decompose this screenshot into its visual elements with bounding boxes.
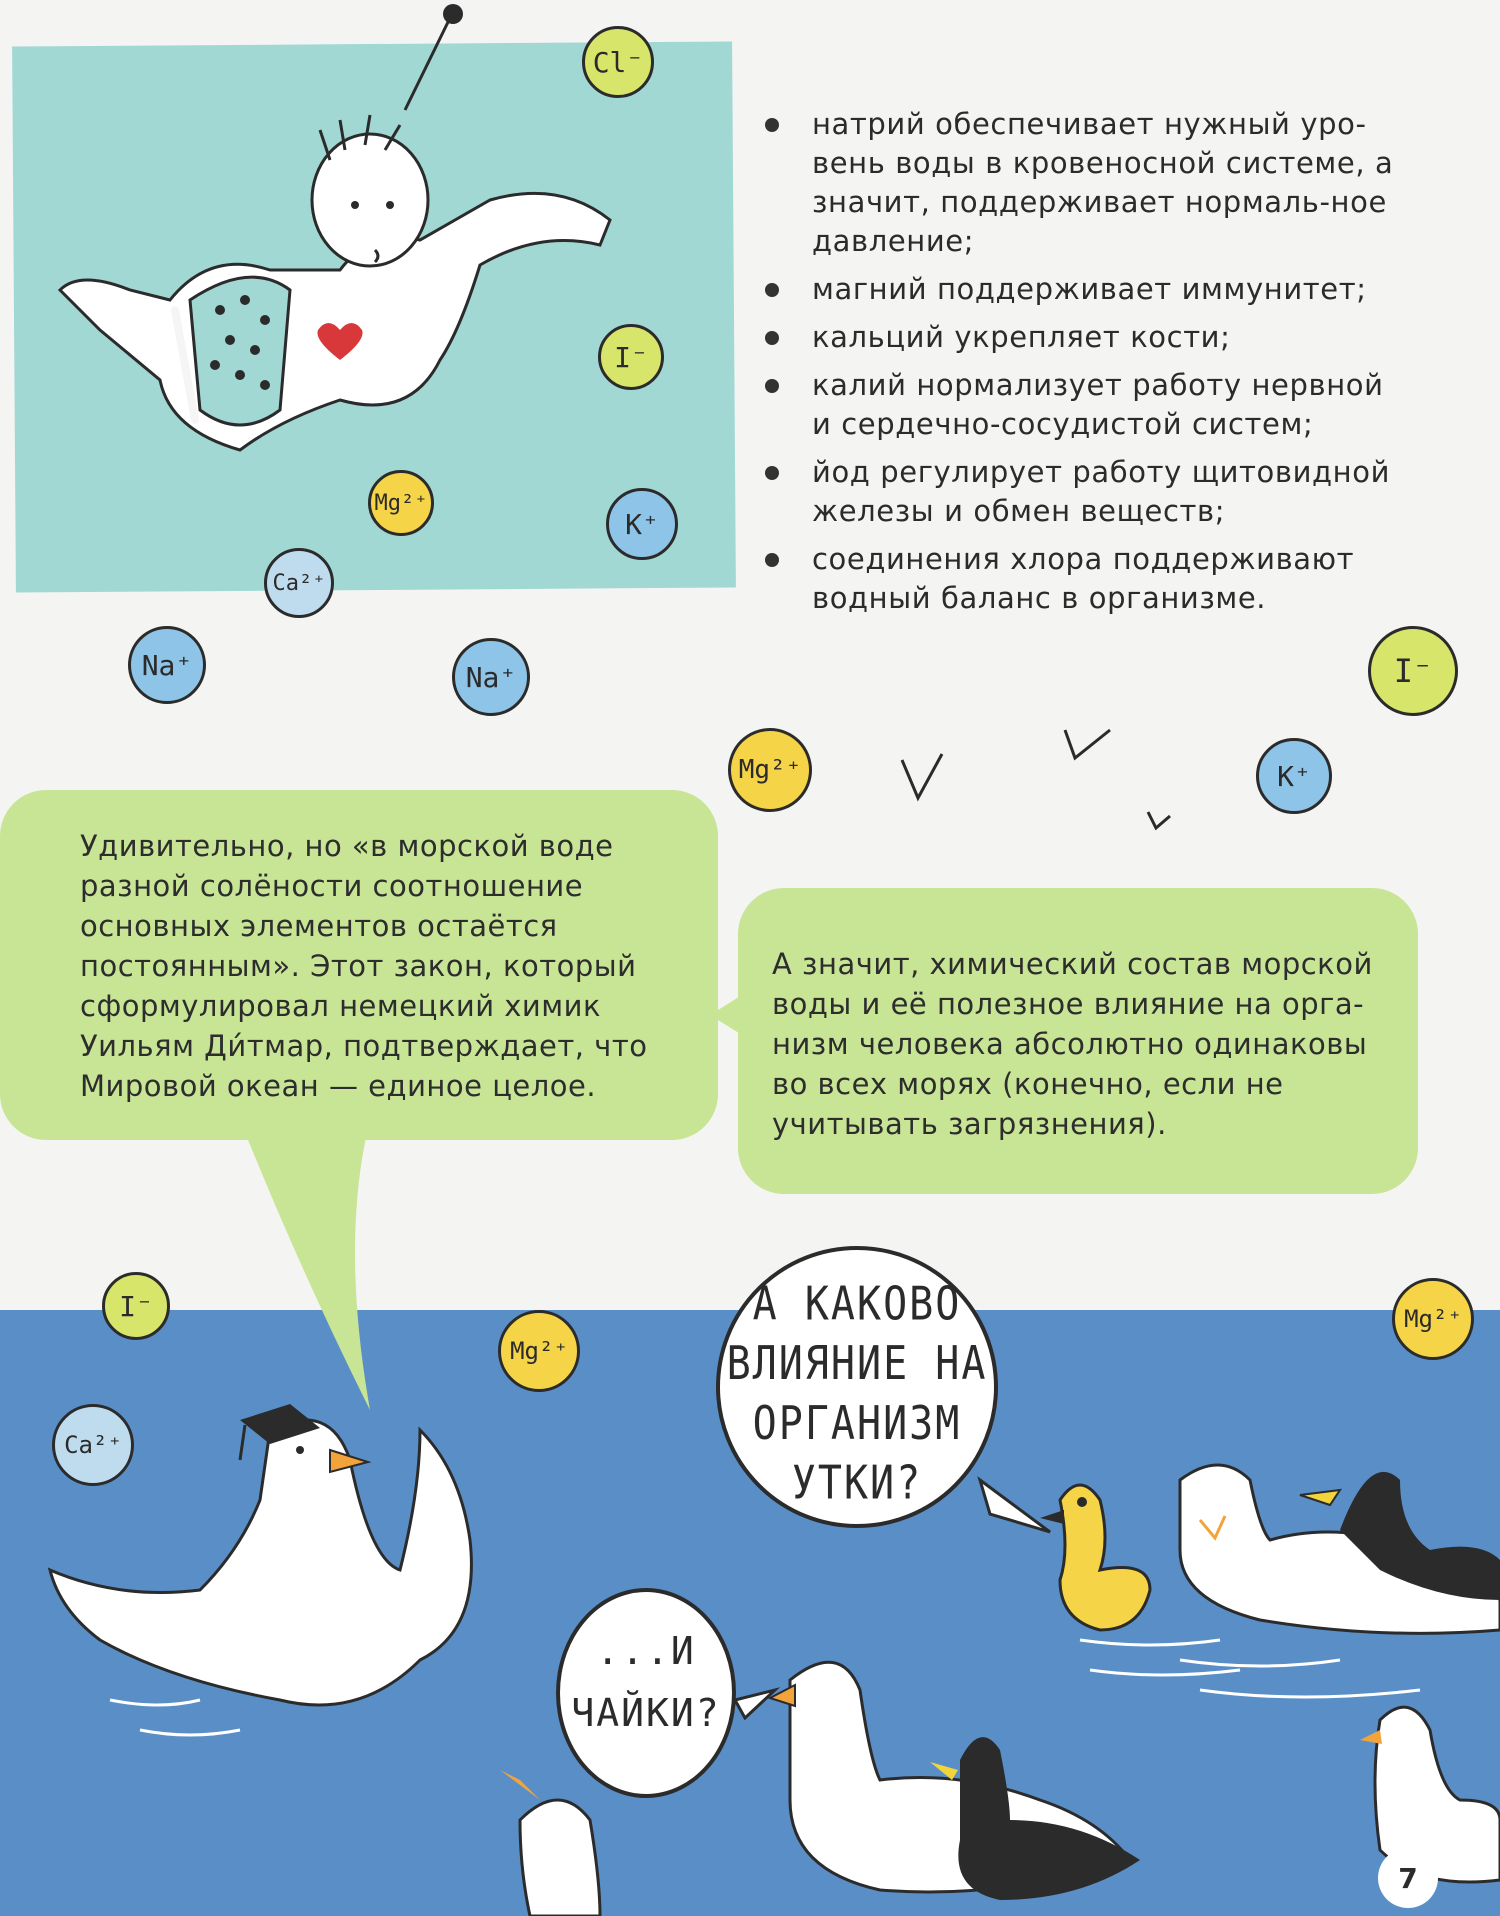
speech-bubble-left-text: Удивительно, но «в морской воде разной солёности соотношение основных элементов остаётся постоянным». Этот закон, который сформулировал немецкий химик Уильям Ди́тмар, подтверждает, что Мировой океан — единое целое. <box>80 829 648 1103</box>
ion-magnesium: Mg²⁺ <box>498 1310 580 1392</box>
ion-sodium: Na⁺ <box>128 626 206 704</box>
ion-iodide: I⁻ <box>1368 626 1458 716</box>
flying-birds-icon <box>880 720 1180 850</box>
fact-sodium: натрий обеспечивает нужный уро-вень воды в кровеносной системе, а значит, поддерживает нормаль-ное давление; <box>760 105 1410 261</box>
fact-potassium: калий нормализует работу нервной и сердечно-сосудистой систем; <box>760 366 1410 444</box>
speech-bubble-right-tail <box>710 990 750 1040</box>
duck-question-text: А КАКОВО ВЛИЯНИЕ НА ОРГАНИЗМ УТКИ? <box>726 1277 988 1511</box>
gull-question-text: ...И ЧАЙКИ? <box>571 1629 721 1735</box>
ion-chloride: Cl⁻ <box>582 26 654 98</box>
ion-magnesium: Mg²⁺ <box>728 728 812 812</box>
ion-sodium: Na⁺ <box>452 638 530 716</box>
ion-calcium: Ca²⁺ <box>264 548 334 618</box>
ion-magnesium: Mg²⁺ <box>1392 1278 1474 1360</box>
fact-chlorine: соединения хлора поддерживают водный баланс в организме. <box>760 540 1410 618</box>
ion-magnesium: Mg²⁺ <box>368 470 434 536</box>
ion-potassium: K⁺ <box>1256 738 1332 814</box>
fact-iodine: йод регулирует работу щитовидной железы и обмен веществ; <box>760 453 1410 531</box>
fact-magnesium: магний поддерживает иммунитет; <box>760 270 1410 309</box>
ion-iodide: I⁻ <box>598 324 664 390</box>
minerals-facts-list <box>760 105 1410 627</box>
ion-calcium: Ca²⁺ <box>52 1404 134 1486</box>
fact-calcium: кальций укрепляет кости; <box>760 318 1410 357</box>
page-number: 7 <box>1378 1848 1438 1908</box>
ion-iodide: I⁻ <box>102 1272 170 1340</box>
speech-bubble-right-text: А значит, химический состав морской воды и её полезное влияние на орга-низм человека абсолютно одинаковы во всех морях (конечно, если не учитывать загрязнения). <box>772 947 1373 1141</box>
ion-potassium: K⁺ <box>606 488 678 560</box>
